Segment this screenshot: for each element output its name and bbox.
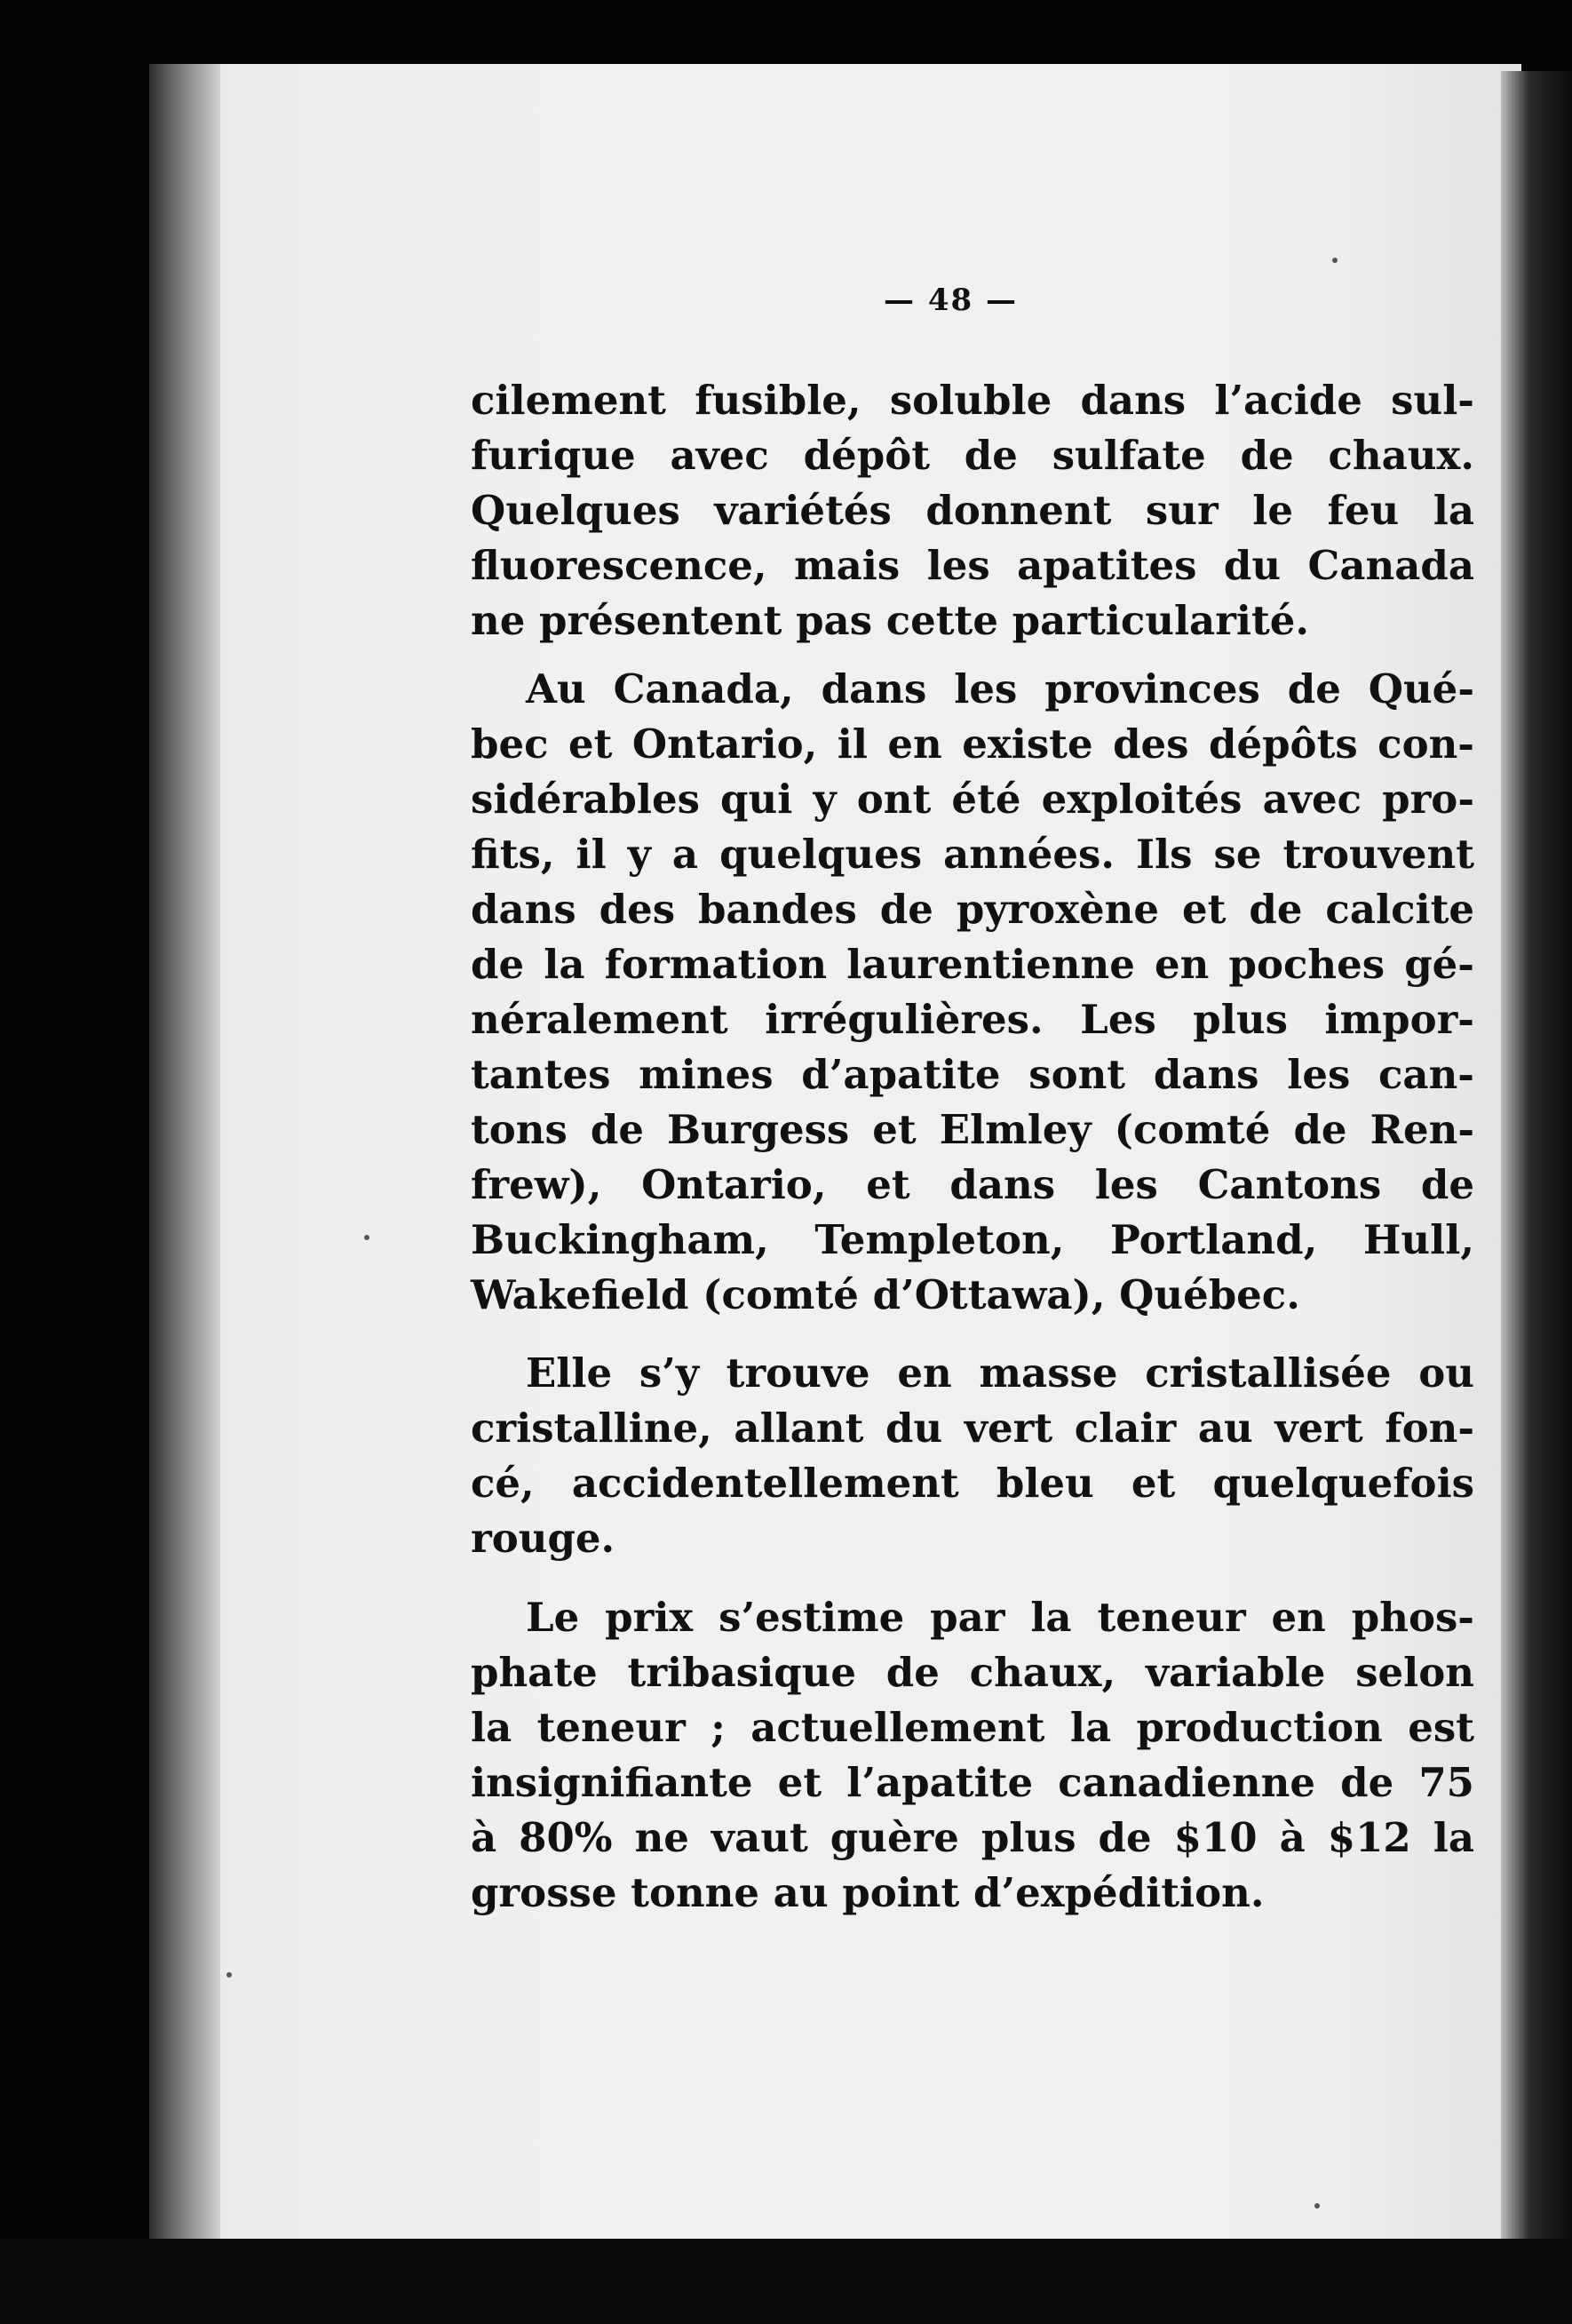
speck bbox=[364, 1235, 369, 1240]
text-line: grosse tonne au point d’expédition. bbox=[471, 1869, 1265, 1916]
text-line: cilement fusible, soluble dans l’acide sul- bbox=[471, 377, 1474, 424]
speck bbox=[1332, 258, 1338, 263]
paragraph bbox=[471, 1590, 1474, 1921]
speck bbox=[1314, 2203, 1320, 2209]
text-line: tons de Burgess et Elmley (comté de Ren- bbox=[471, 1106, 1474, 1153]
scan-border bbox=[0, 2239, 1572, 2324]
text-line: Buckingham, Templeton, Portland, Hull, bbox=[471, 1216, 1474, 1263]
text-line: furique avec dépôt de sulfate de chaux. bbox=[471, 432, 1474, 479]
text-line: à 80% ne vaut guère plus de $10 à $12 la bbox=[471, 1814, 1474, 1861]
text-line: Le prix s’estime par la teneur en phos- bbox=[526, 1594, 1474, 1641]
text-line: fits, il y a quelques années. Ils se trouvent bbox=[471, 831, 1474, 878]
text-line: frew), Ontario, et dans les Cantons de bbox=[471, 1161, 1474, 1208]
text-line: fluorescence, mais les apatites du Canada bbox=[471, 542, 1474, 589]
text-line: bec et Ontario, il en existe des dépôts con- bbox=[471, 720, 1474, 768]
text-line: de la formation laurentienne en poches gé- bbox=[471, 941, 1474, 988]
paragraph bbox=[471, 662, 1474, 1323]
paragraph bbox=[471, 373, 1474, 649]
text-line: tantes mines d’apatite sont dans les can- bbox=[471, 1051, 1474, 1098]
text-line: ne présentent pas cette particularité. bbox=[471, 597, 1310, 644]
text-line: la teneur ; actuellement la production est bbox=[471, 1704, 1474, 1751]
text-line: Au Canada, dans les provinces de Qué- bbox=[526, 665, 1474, 712]
page-edge bbox=[1501, 71, 1572, 2324]
text-line: sidérables qui y ont été exploités avec pro- bbox=[471, 776, 1474, 823]
text-line: rouge. bbox=[471, 1515, 615, 1562]
text-line: dans des bandes de pyroxène et de calcite bbox=[471, 886, 1474, 933]
text-line: Quelques variétés donnent sur le feu la bbox=[471, 487, 1474, 534]
text-line: néralement irrégulières. Les plus impor- bbox=[471, 996, 1474, 1043]
text-line: cristalline, allant du vert clair au vert fon- bbox=[471, 1405, 1474, 1452]
paragraph bbox=[471, 1346, 1474, 1566]
text-line: Elle s’y trouve en masse cristallisée ou bbox=[526, 1349, 1474, 1397]
binding-shadow bbox=[149, 64, 220, 2267]
text-line: phate tribasique de chaux, variable selon bbox=[471, 1649, 1474, 1696]
text-line: cé, accidentellement bleu et quelquefois bbox=[471, 1460, 1474, 1507]
page-number: — 48 — bbox=[884, 283, 1018, 318]
speck bbox=[226, 1972, 232, 1978]
text-line: insignifiante et l’apatite canadienne de 75 bbox=[471, 1759, 1474, 1806]
text-line: Wakefield (comté d’Ottawa), Québec. bbox=[471, 1271, 1300, 1318]
